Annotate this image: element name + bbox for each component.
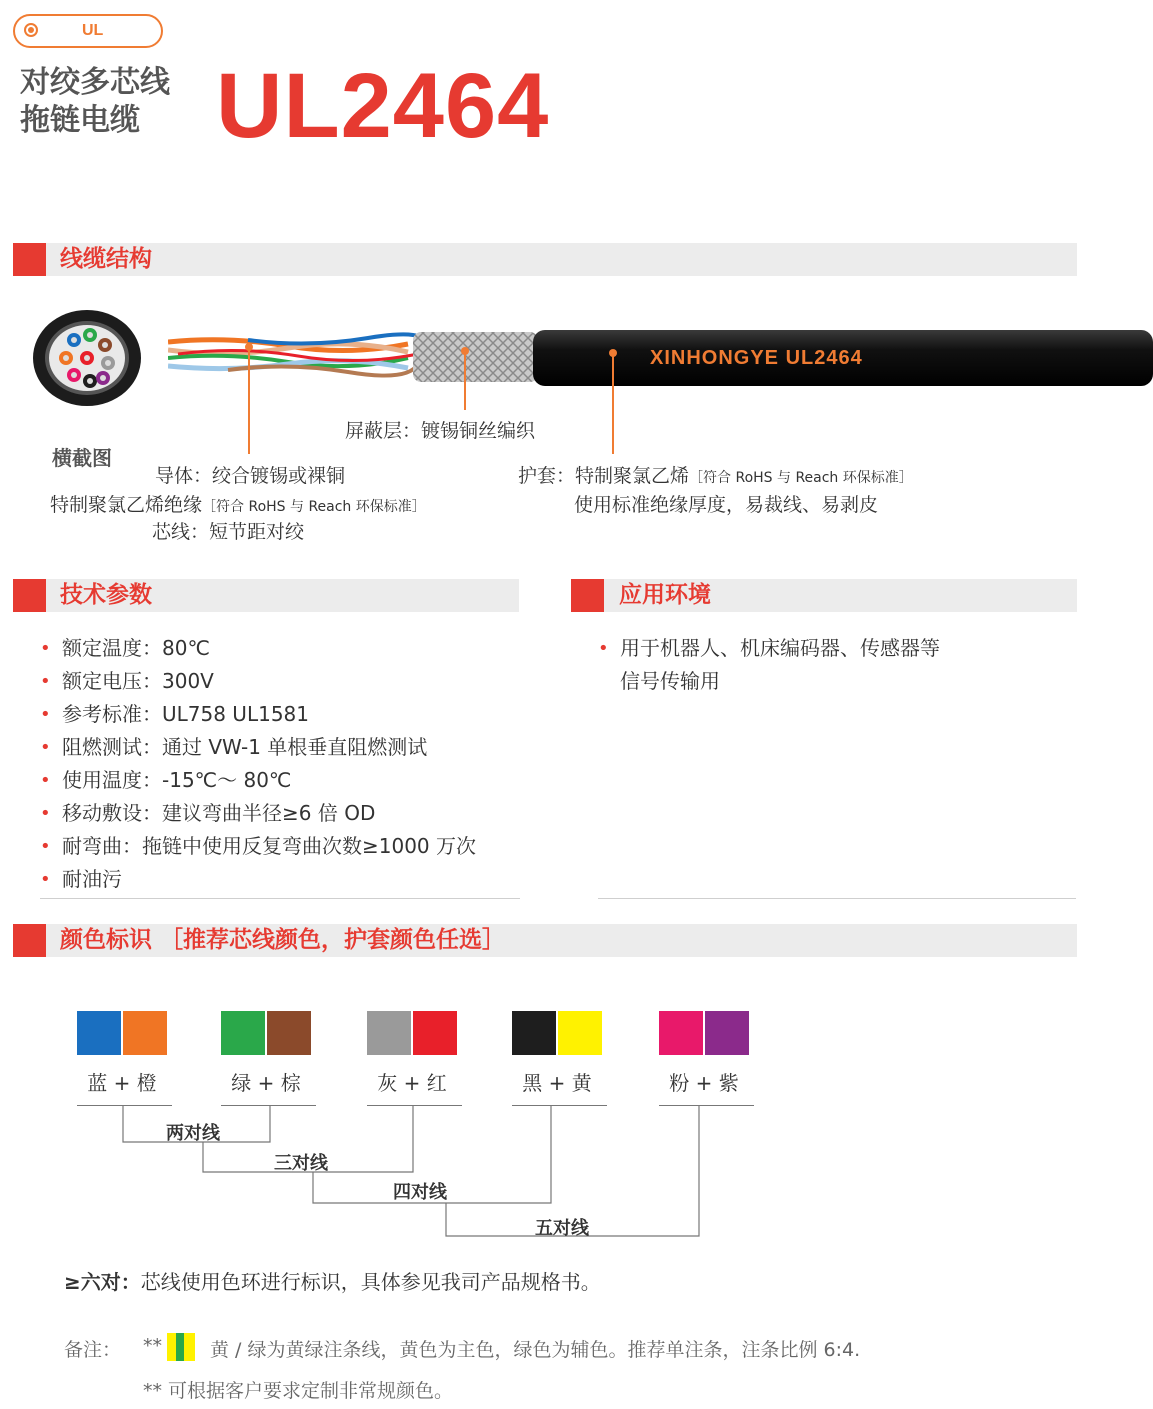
section-title-color: 颜色标识 ［推荐芯线颜色，护套颜色任选］ (60, 927, 506, 953)
color-pair-label: 蓝 + 橙 (87, 1071, 157, 1095)
section-marker-icon (13, 243, 46, 276)
subtitle-line1: 对绞多芯线 (20, 65, 170, 100)
conductor-leader-line (248, 346, 250, 454)
application-line2: 信号传输用 (620, 669, 720, 693)
list-item: • 耐弯曲：拖链中使用反复弯曲次数≥1000 万次 (40, 830, 476, 863)
group-label-two: 两对线 (166, 1123, 220, 1144)
subtitle-line2: 拖链电缆 (20, 103, 140, 138)
pair-group-brackets (0, 1100, 760, 1240)
six-pair-note (64, 1266, 601, 1295)
color-pair-label: 灰 + 红 (377, 1071, 447, 1095)
group-label-five: 五对线 (535, 1218, 589, 1239)
color-swatch (659, 1011, 703, 1055)
category-badge-label: UL (82, 22, 104, 39)
section-title-tech: 技术参数 (60, 582, 152, 608)
list-item: • 移动敷设：建议弯曲半径≥6 倍 OD (40, 797, 476, 830)
section-marker-icon (571, 579, 604, 612)
note-label: 备注： (64, 1339, 122, 1361)
application-list (598, 632, 940, 698)
insulation-label (50, 490, 426, 517)
jacket-note: ［符合 RoHS 与 Reach 环保标准］ (689, 470, 913, 486)
section-title-application: 应用环境 (619, 582, 711, 608)
color-swatch (77, 1011, 121, 1055)
list-item: • 耐油污 (40, 863, 476, 896)
jacket-text: 护套：特制聚氯乙烯 (518, 465, 690, 487)
color-swatch (558, 1011, 602, 1055)
section-marker-icon (13, 579, 46, 612)
list-item: • 额定电压：300V (40, 665, 476, 698)
jacket-label (518, 461, 913, 488)
shield-label: 屏蔽层：镀锡铜丝编织 (345, 420, 536, 442)
group-label-four: 四对线 (393, 1182, 447, 1203)
list-item: • 参考标准：UL758 UL1581 (40, 698, 476, 731)
cross-section-label: 横截图 (52, 446, 112, 470)
jacket-label-line2: 使用标准绝缘厚度，易裁线、易剥皮 (574, 494, 879, 516)
six-pair-text: 芯线使用色环进行标识，具体参见我司产品规格书。 (140, 1270, 601, 1294)
cable-illustration (168, 318, 1153, 398)
list-item: • 使用温度：-15℃～ 80℃ (40, 764, 476, 797)
section-title-structure: 线缆结构 (60, 246, 152, 272)
product-subtitle (20, 64, 170, 140)
color-pair-label: 黑 + 黄 (522, 1071, 592, 1095)
group-label-three: 三对线 (274, 1153, 328, 1174)
list-item: • 阻燃测试：通过 VW-1 单根垂直阻燃测试 (40, 731, 476, 764)
color-swatch (221, 1011, 265, 1055)
core-label: 芯线：短节距对绞 (152, 521, 305, 543)
application-line1: 用于机器人、机床编码器、传感器等 (620, 636, 940, 660)
note-line2: ** 可根据客户要求定制非常规颜色。 (143, 1380, 454, 1402)
insulation-note: ［符合 RoHS 与 Reach 环保标准］ (202, 499, 426, 515)
jacket-print: XINHONGYE UL2464 (650, 347, 863, 369)
color-pair-label: 绿 + 棕 (231, 1071, 301, 1095)
color-swatch (267, 1011, 311, 1055)
color-swatch (123, 1011, 167, 1055)
yellow-green-stripe-icon (167, 1333, 195, 1361)
list-item: • 额定温度：80℃ (40, 632, 476, 665)
section-marker-icon (13, 924, 46, 957)
tech-param-list (40, 632, 476, 896)
color-swatch (705, 1011, 749, 1055)
section-bar-structure (13, 243, 1077, 276)
model-title: UL2464 (216, 55, 550, 157)
note-stars: ** (143, 1335, 162, 1357)
color-swatch (367, 1011, 411, 1055)
shield-leader-dot (461, 347, 469, 355)
list-item (598, 632, 940, 698)
divider (598, 898, 1076, 899)
note-line1: 黄 / 绿为黄绿注条线，黄色为主色，绿色为辅色。推荐单注条，注条比例 6:4. (210, 1339, 861, 1361)
shield-leader-line (464, 350, 466, 410)
conductor-label: 导体：绞合镀锡或裸铜 (155, 465, 346, 487)
color-pair-label: 粉 + 紫 (669, 1071, 739, 1095)
color-swatch (512, 1011, 556, 1055)
six-pair-bold: ≥六对： (64, 1270, 141, 1294)
color-swatch (413, 1011, 457, 1055)
jacket-leader-dot (609, 349, 617, 357)
insulation-text: 特制聚氯乙烯绝缘 (50, 494, 203, 516)
conductor-leader-dot (245, 343, 253, 351)
radio-dot-icon (24, 23, 38, 37)
jacket-leader-line (612, 352, 614, 454)
cross-section-icon (30, 308, 144, 408)
divider (40, 898, 520, 899)
